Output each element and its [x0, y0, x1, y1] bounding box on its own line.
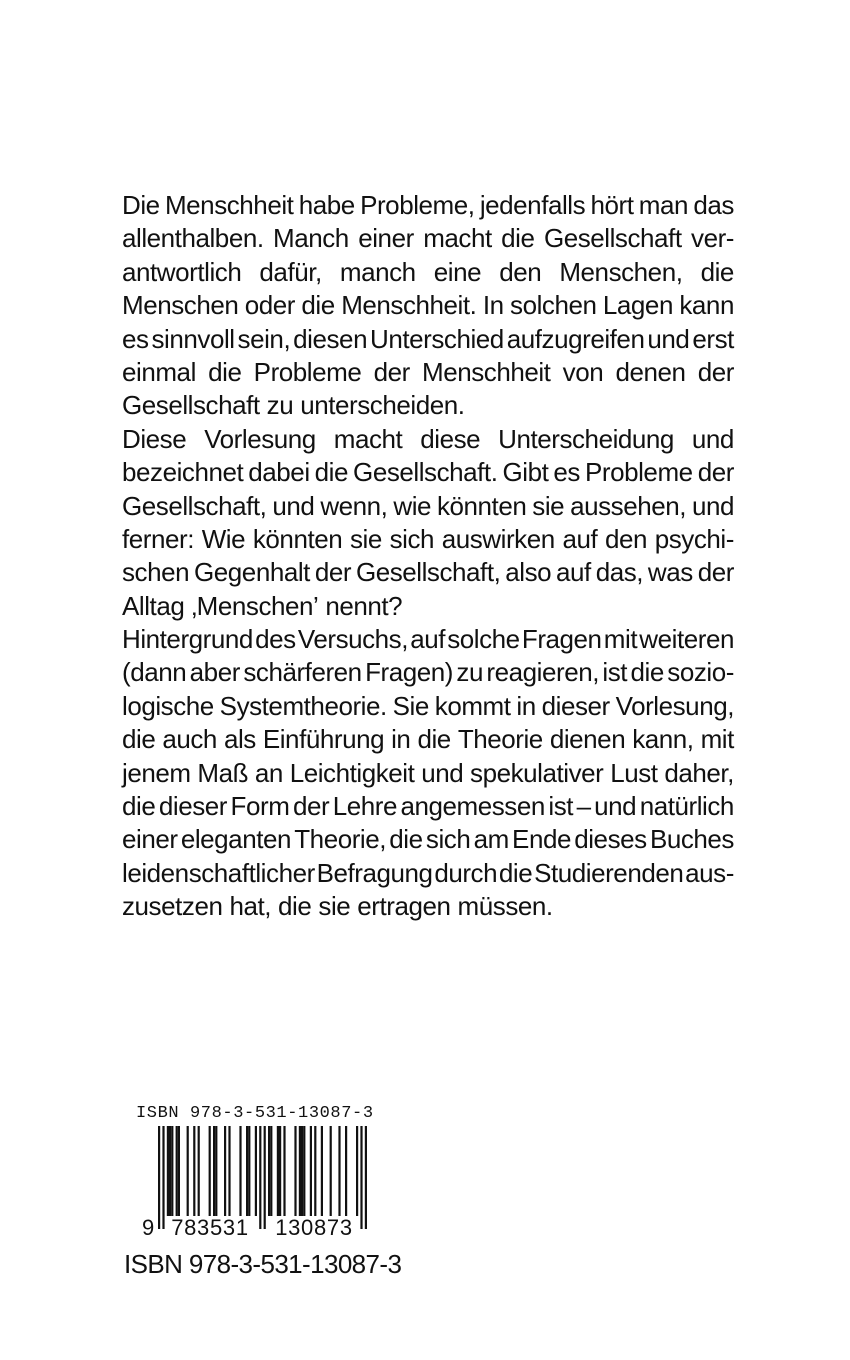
blurb-line: ferner: Wie könnten sie sich auswirken auf den psychi-	[122, 523, 734, 554]
blurb-line: logische Systemtheorie. Sie kommt in dieser Vorlesung,	[122, 690, 734, 721]
barcode-bar	[213, 1126, 215, 1216]
blurb-line: Die Menschheit habe Probleme, jedenfalls hört man das	[122, 190, 734, 220]
barcode-bar	[209, 1126, 211, 1216]
barcode-bar	[248, 1126, 250, 1216]
barcode-bar	[303, 1126, 305, 1216]
blurb-line: einer eleganten Theorie, die sich am Ende dieses Buches	[122, 824, 734, 855]
barcode-bar	[264, 1126, 266, 1229]
barcode-bar	[360, 1126, 362, 1229]
blurb-paragraph	[122, 623, 734, 924]
blurb-line: jenem Maß an Leichtigkeit und spekulativer Lust daher,	[122, 757, 734, 788]
barcode-bar	[330, 1126, 332, 1216]
barcode-bar	[283, 1126, 285, 1216]
barcode-bar	[224, 1126, 226, 1216]
barcode-bar	[345, 1126, 347, 1216]
blurb-line: Diese Vorlesung macht diese Unterscheidung und	[122, 423, 734, 454]
barcode-bar	[279, 1126, 281, 1216]
barcode-bar	[299, 1126, 301, 1216]
barcode-bar	[338, 1126, 340, 1216]
blurb-line: die dieser Form der Lehre angemessen ist – und natürlich	[122, 791, 734, 822]
barcode-digits-right: 130873	[275, 1215, 353, 1240]
barcode-bar	[259, 1126, 261, 1229]
barcode-bar	[365, 1126, 367, 1229]
barcode-bar	[193, 1126, 195, 1216]
blurb-line: Gesellschaft, und wenn, wie könnten sie aussehen, und	[122, 490, 734, 521]
blurb-line: Menschen oder die Menschheit. In solchen Lagen kann	[122, 290, 734, 321]
barcode-lead-digit: 9	[142, 1215, 155, 1240]
blurb-line: leidenschaftlicher Befragung durch die Studierenden aus-	[122, 857, 734, 888]
barcode-bar	[270, 1126, 272, 1216]
blurb-line: allenthalben. Manch einer macht die Gesellschaft ver-	[122, 223, 734, 254]
barcode-bar	[162, 1126, 164, 1229]
blurb-line: Gesellschaft zu unterscheiden.	[122, 390, 465, 421]
blurb-paragraph	[122, 189, 734, 423]
barcode-bar	[268, 1126, 270, 1216]
back-cover-blurb	[122, 189, 734, 924]
blurb-line: antwortlich dafür, manch eine den Menschen, die	[122, 256, 734, 287]
blurb-line: zusetzen hat, die sie ertragen müssen.	[122, 891, 553, 922]
barcode-bar	[169, 1126, 171, 1216]
barcode-bar	[158, 1126, 160, 1229]
barcode-bar	[167, 1126, 169, 1216]
barcode-bar	[198, 1126, 200, 1216]
barcode-bar	[215, 1126, 217, 1216]
barcode-bar	[277, 1126, 279, 1216]
blurb-line: Alltag ‚Menschen’ nennt?	[122, 590, 403, 621]
barcode-bar	[294, 1126, 296, 1216]
barcode-bar	[239, 1126, 241, 1216]
barcode-bar	[301, 1126, 303, 1216]
blurb-line: die auch als Einführung in die Theorie dienen kann, mit	[122, 724, 734, 755]
barcode-digits-left: 783531	[171, 1215, 249, 1240]
barcode-bar	[228, 1126, 230, 1216]
barcode-bar	[310, 1126, 312, 1216]
blurb-line: (dann aber schärferen Fragen) zu reagieren, ist die sozio-	[122, 657, 734, 688]
barcode-bar	[178, 1126, 180, 1216]
blurb-line: es sinnvoll sein, diesen Unterschied aufzugreifen und erst	[122, 323, 734, 354]
isbn-number: ISBN 978-3-531-13087-3	[124, 1249, 402, 1279]
barcode-bar	[171, 1126, 173, 1216]
blurb-line: schen Gegenhalt der Gesellschaft, also auf das, was der	[122, 557, 734, 588]
barcode-bar	[314, 1126, 316, 1216]
barcode-bar	[356, 1126, 358, 1216]
blurb-line: bezeichnet dabei die Gesellschaft. Gibt es Probleme der	[122, 457, 734, 488]
barcode-bar	[187, 1126, 189, 1216]
barcode-bar	[255, 1126, 257, 1216]
blurb-paragraph	[122, 423, 734, 623]
barcode-isbn-label: ISBN 978-3-531-13087-3	[136, 1104, 374, 1123]
barcode-bar	[176, 1126, 178, 1216]
blurb-line: Hintergrund des Versuchs, auf solche Fragen mit weiteren	[122, 624, 734, 655]
barcode-bar	[321, 1126, 323, 1216]
blurb-line: einmal die Probleme der Menschheit von denen der	[122, 356, 734, 387]
barcode-bar	[246, 1126, 248, 1216]
